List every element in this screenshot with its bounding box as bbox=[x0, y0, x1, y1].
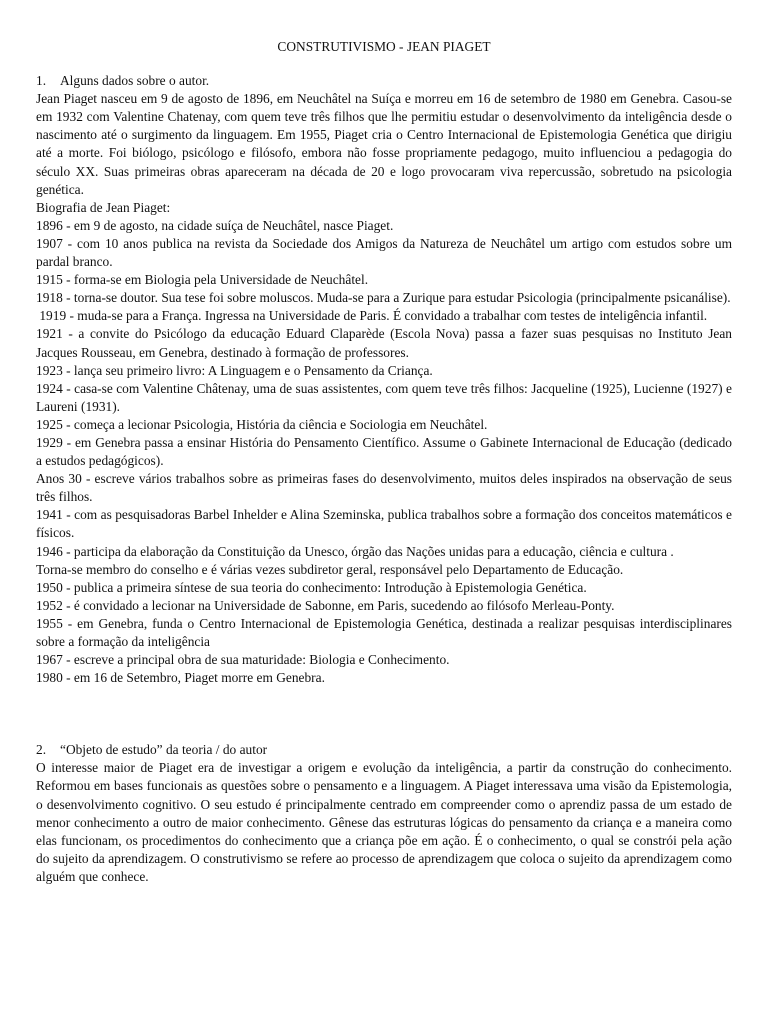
document-title: CONSTRUTIVISMO - JEAN PIAGET bbox=[277, 39, 491, 54]
section-2-heading-text: “Objeto de estudo” da teoria / do autor bbox=[60, 742, 268, 758]
biography-entry: Anos 30 - escreve vários trabalhos sobre as primeiras fases do desenvolvimento, muitos deles inspirados na observação de seus três filhos. bbox=[36, 471, 732, 505]
biography-entry: 1952 - é convidado a lecionar na Universidade de Sabonne, em Paris, sucedendo ao filósofo Merleau-Ponty. bbox=[36, 597, 615, 613]
biography-entry: 1980 - em 16 de Setembro, Piaget morre em Genebra. bbox=[36, 670, 325, 686]
section-1-number: 1. bbox=[36, 73, 47, 89]
biography-entry: 1924 - casa-se com Valentine Châtenay, uma de suas assistentes, com quem teve três filhos: Jacqueline (1925), Lucienne (1927) e Laureni (1931). bbox=[36, 380, 732, 414]
section-1-heading-text: Alguns dados sobre o autor. bbox=[60, 73, 210, 89]
biography-entry: 1925 - começa a lecionar Psicologia, História da ciência e Sociologia em Neuchâtel. bbox=[36, 416, 488, 432]
biography-entry: 1918 - torna-se doutor. Sua tese foi sobre moluscos. Muda-se para a Zurique para estudar Psicologia (principalmente psicanálise). bbox=[36, 290, 731, 306]
document-page bbox=[36, 38, 732, 886]
section-2-heading bbox=[36, 741, 732, 759]
paragraph: Jean Piaget nasceu em 9 de agosto de 1896, em Neuchâtel na Suíça e morreu em 16 de setembro de 1980 em Genebra. Casou-se em 1932 com Valentine Chatenay, com quem teve três filhos que lhe permitiu estudar o desenvolvimento da inteligência desde o nascimento até o surgimento da linguagem. Em 1955, Piaget cria o Centro Internacional de Epistemologia Genética que dirigiu até a morte. Foi biólogo, psicólogo e filósofo, embora não fosse propriamente pedagogo, muito influenciou a pedagogia do século XX. Suas primeiras obras apareceram na década de 20 e logo provocaram viva repercussão, sobretudo na psicologia genética. bbox=[36, 91, 732, 197]
biography-entry: 1923 - lança seu primeiro livro: A Linguagem e o Pensamento da Criança. bbox=[36, 362, 433, 378]
section-1-heading bbox=[36, 72, 732, 90]
section-2-paragraph: O interesse maior de Piaget era de investigar a origem e evolução da inteligência, a partir da construção do conhecimento. Reformou em bases funcionais as questões sobre o pensamento e a linguagem. A Piaget interessava uma visão da Epistemologia, o desenvolvimento cognitivo. O seu estudo é principalmente centrado em compreender como o aprendiz passa de um estado de menor conhecimento a outro de maior conhecimento. Gênese das estruturas lógicas do pensamento da criança e a maneira como elas funcionam, os procedimentos do conhecimento que a criança põe em ação. É o conhecimento, o qual se constrói pela ação do sujeito da aprendizagem. O construtivismo se refere ao processo de aprendizagem que coloca o sujeito da aprendizagem como alguém que conhece. bbox=[36, 760, 732, 884]
biography-entry: 1946 - participa da elaboração da Constituição da Unesco, órgão das Nações unidas para a educação, ciência e cultura . bbox=[36, 543, 674, 559]
biography-entry: 1950 - publica a primeira síntese de sua teoria do conhecimento: Introdução à Epistemologia Genética. bbox=[36, 579, 587, 595]
biography-entry: 1955 - em Genebra, funda o Centro Internacional de Epistemologia Genética, destinada a realizar pesquisas interdisciplinares sobre a formação da inteligência bbox=[36, 615, 732, 649]
biography-entry: 1941 - com as pesquisadoras Barbel Inhelder e Alina Szeminska, publica trabalhos sobre a formação dos conceitos matemáticos e físicos. bbox=[36, 507, 732, 541]
biography-entry: 1929 - em Genebra passa a ensinar História do Pensamento Científico. Assume o Gabinete Internacional de Educação (dedicado a estudos pedagógicos). bbox=[36, 434, 732, 469]
biography-entry: 1967 - escreve a principal obra de sua maturidade: Biologia e Conhecimento. bbox=[36, 652, 450, 668]
biography-entry: 1907 - com 10 anos publica na revista da Sociedade dos Amigos da Natureza de Neuchâtel um artigo com estudos sobre um pardal branco. bbox=[36, 235, 732, 270]
biography-entry: 1921 - a convite do Psicólogo da educação Eduard Claparède (Escola Nova) passa a fazer suas pesquisas no Instituto Jean Jacques Rousseau, em Genebra, destinado à formação de professores. bbox=[36, 326, 732, 360]
section-1-body bbox=[36, 90, 732, 687]
biography-entry: Torna-se membro do conselho e é várias vezes subdiretor geral, responsável pelo Departamento de Educação. bbox=[36, 561, 624, 577]
paragraph: Biografia de Jean Piaget: bbox=[36, 199, 171, 215]
section-2-number: 2. bbox=[36, 742, 47, 758]
biography-entry: 1919 - muda-se para a França. Ingressa na Universidade de Paris. É convidado a trabalhar com testes de inteligência infantil. bbox=[36, 308, 708, 324]
biography-entry: 1896 - em 9 de agosto, na cidade suíça de Neuchâtel, nasce Piaget. bbox=[36, 217, 394, 233]
section-spacer bbox=[36, 687, 732, 741]
biography-entry: 1915 - forma-se em Biologia pela Universidade de Neuchâtel. bbox=[36, 272, 369, 288]
